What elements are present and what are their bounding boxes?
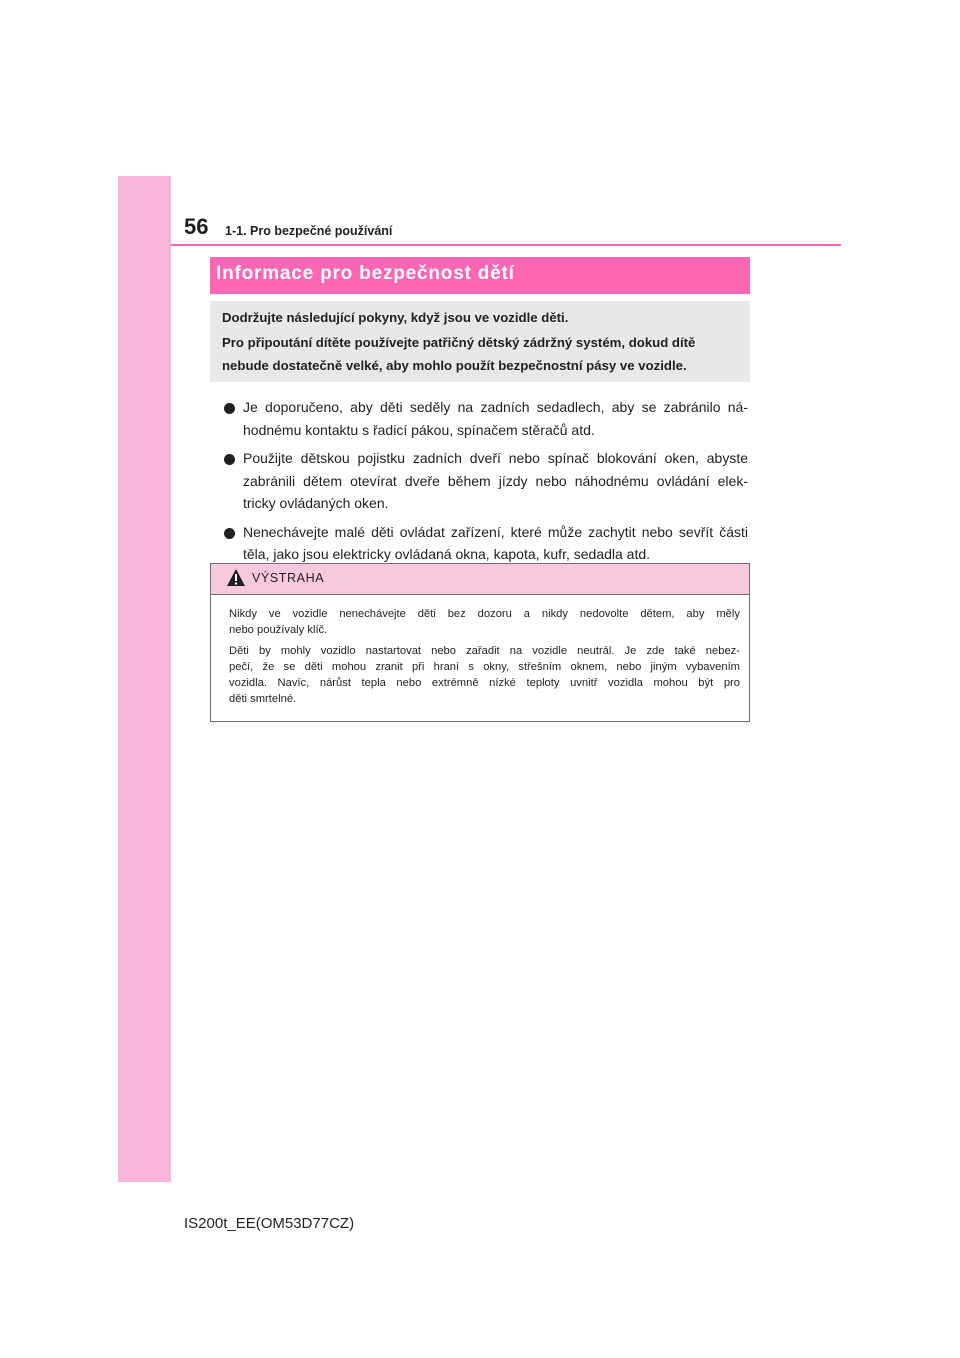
page-title: Informace pro bezpečnost dětí	[216, 263, 515, 284]
warning-text-line: děti smrtelné.	[229, 693, 297, 705]
bullet-text-line: zabránili dětem otevírat dveře během jízdy nebo náhodnému ovládání elek-	[243, 472, 748, 489]
warning-text-line: vozidla. Navíc, nárůst tepla nebo extrémně nízké teploty uvnitř vozidla mohou být pro	[229, 677, 740, 689]
page-number: 56	[184, 214, 209, 239]
warning-text-line: Děti by mohly vozidlo nastartovat nebo zařadit na vozidle neutrál. Je zde také nebez-	[229, 645, 740, 657]
bullet-text-line: těla, jako jsou elektricky ovládaná okna, kapota, kufr, sedadla atd.	[243, 546, 651, 562]
warning-box	[210, 563, 750, 722]
warning-text-line: Nikdy ve vozidle nenechávejte děti bez dozoru a nikdy nedovolte dětem, aby měly	[229, 608, 740, 620]
warning-text-line: pečí, že se děti mohou zranit při hraní s okny, střešním oknem, nebo jiným vybavením	[229, 661, 740, 673]
bullet-text-line: tricky ovládaných oken.	[243, 495, 389, 511]
bullet-list	[224, 396, 748, 572]
bullet-text-line: Nenechávejte malé děti ovládat zařízení, které může zachytit nebo sevřít části	[243, 523, 748, 540]
warning-text-line: nebo používaly klíč.	[229, 624, 328, 636]
header-divider	[171, 244, 841, 246]
warning-paragraph	[229, 606, 740, 638]
bullet-icon	[224, 403, 235, 414]
bullet-icon	[224, 528, 235, 539]
title-banner	[210, 257, 750, 294]
intro-line: nebude dostatečně velké, aby mohlo použít bezpečnostní pásy ve vozidle.	[222, 358, 687, 373]
intro-line: Pro připoutání dítěte používejte patřičný dětský zádržný systém, dokud dítě	[222, 335, 696, 350]
warning-triangle-icon	[226, 568, 246, 587]
warning-label: VÝSTRAHA	[252, 571, 325, 585]
section-title: 1-1. Pro bezpečné používání	[225, 224, 393, 238]
list-item	[224, 447, 748, 515]
bullet-text-line: Použijte dětskou pojistku zadních dveří nebo spínač blokování oken, abyste	[243, 450, 748, 466]
bullet-text-line: hodnému kontaktu s řadicí pákou, spínačem stěračů atd.	[243, 421, 595, 438]
side-color-strip	[118, 176, 171, 1182]
warning-header	[211, 564, 749, 595]
warning-body	[229, 606, 740, 712]
bullet-text-line: Je doporučeno, aby děti seděly na zadních sedadlech, aby se zabránilo ná-	[243, 399, 748, 415]
bullet-icon	[224, 454, 235, 465]
list-item	[224, 396, 748, 441]
document-code: IS200t_EE(OM53D77CZ)	[184, 1215, 355, 1232]
warning-paragraph	[229, 643, 740, 707]
list-item	[224, 521, 748, 566]
intro-box	[210, 301, 750, 382]
intro-line: Dodržujte následující pokyny, když jsou ve vozidle děti.	[222, 310, 569, 325]
